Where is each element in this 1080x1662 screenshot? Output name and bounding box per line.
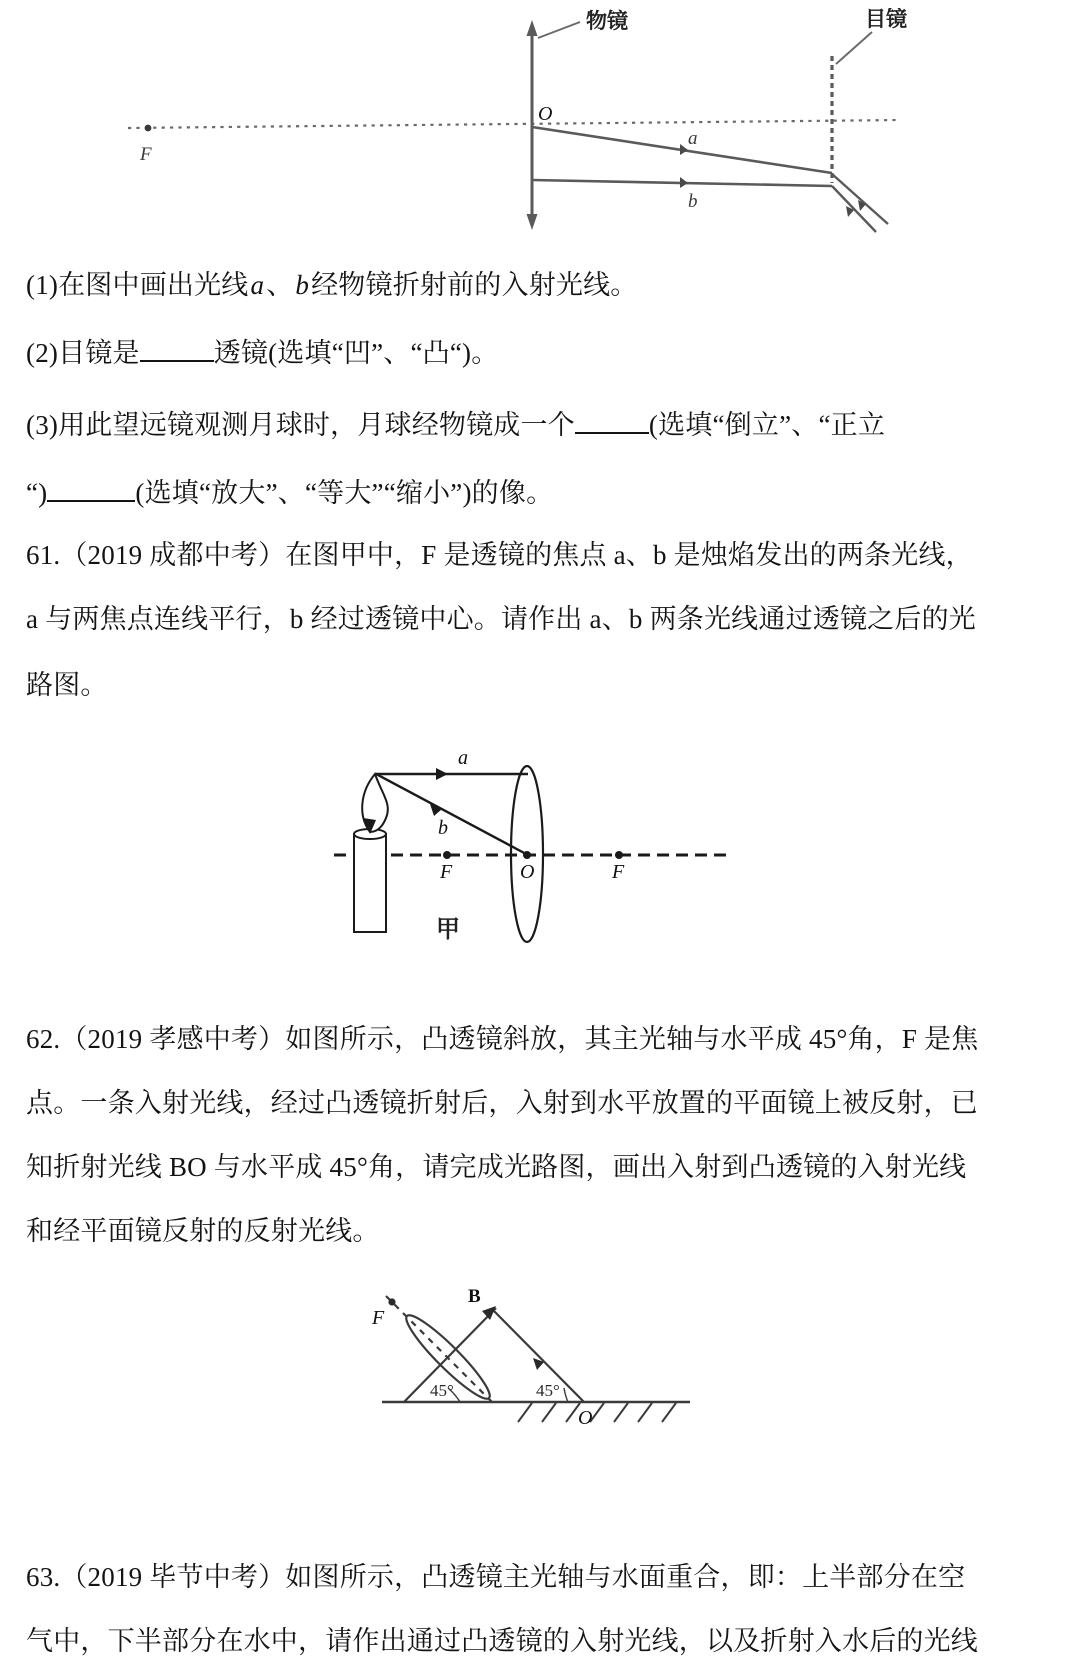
question-63-line-1: 63.（2019 毕节中考）如图所示，凸透镜主光轴与水面重合，即：上半部分在空	[26, 1562, 966, 1592]
tilted-lens-svg	[368, 1282, 698, 1447]
question-62-line-4: 和经平面镜反射的反射光线。	[26, 1216, 380, 1246]
figure2-optical-center-point	[523, 851, 531, 859]
figure2-focus-right-label: F	[612, 861, 625, 883]
question-62-line-2: 点。一条入射光线，经过凸透镜折射后，入射到水平放置的平面镜上被反射，已	[26, 1088, 978, 1118]
objective-leader-line	[538, 22, 580, 38]
q3-answer-blank-1[interactable]	[575, 432, 649, 434]
figure2-ray-a-arrow	[436, 768, 448, 780]
ray-a-label: a	[688, 128, 698, 149]
eyepiece-leader-line	[836, 32, 872, 64]
figure2-caption: 甲	[436, 916, 460, 943]
question-3-line-2	[26, 476, 553, 510]
figure2-focus-left-label: F	[440, 861, 453, 883]
figure2-focus-right-point	[615, 851, 623, 859]
q3b-text-before: “)	[26, 478, 48, 508]
ray-a-arrow	[680, 144, 688, 155]
candle-body	[354, 834, 386, 932]
q2-text-after: 透镜(选填“凹”、“凸“)。	[213, 338, 499, 368]
q1-italic-b: b	[295, 270, 310, 300]
q3-number: (3)	[26, 410, 59, 440]
q1-number: (1)	[26, 270, 59, 300]
question-63-line-2: 气中，下半部分在水中，请作出通过凸透镜的入射光线，以及折射入水后的光线	[26, 1626, 978, 1656]
question-3-line-1	[26, 408, 885, 442]
question-61-line-1: 61.（2019 成都中考）在图甲中，F 是透镜的焦点 a、b 是烛焰发出的两条光线，	[26, 540, 973, 570]
question-62-line-3: 知折射光线 BO 与水平成 45°角，请完成光路图，画出入射到凸透镜的入射光线	[26, 1152, 967, 1182]
q1-sep: 、	[266, 270, 294, 300]
question-1	[26, 268, 638, 302]
incident-ray-arrow	[482, 1306, 496, 1320]
q3-answer-blank-2[interactable]	[47, 500, 135, 502]
question-61-line-2: a 与两焦点连线平行，b 经过透镜中心。请作出 a、b 两条光线通过透镜之后的光	[26, 604, 976, 634]
q2-answer-blank[interactable]	[140, 360, 214, 362]
figure-telescope	[110, 8, 910, 240]
objective-label: 物镜	[586, 10, 628, 33]
candle-lens-svg	[330, 742, 730, 950]
question-61-line-3: 路图。	[26, 670, 108, 700]
figure2-caption-wrap	[432, 912, 492, 946]
figure2-center-label: O	[520, 861, 535, 883]
q2-number: (2)	[26, 338, 59, 368]
q3b-text-after: (选填“放大”、“等大”“缩小”)的像。	[135, 478, 554, 508]
figure2-ray-a-label: a	[458, 747, 468, 769]
q1-text-before: 在图中画出光线	[58, 270, 249, 300]
angle-arc-right	[564, 1388, 568, 1402]
objective-arrow-bottom	[527, 214, 538, 230]
figure3-focus-label: F	[372, 1307, 385, 1329]
figure1-center-label: O	[538, 103, 553, 125]
mirror-hatching	[518, 1403, 676, 1422]
q3-text-after: (选填“倒立”、“正立	[648, 410, 886, 440]
figure3-angle-left: 45°	[430, 1381, 454, 1400]
figure3-point-b-label: B	[468, 1286, 481, 1307]
figure2-focus-left-point	[443, 851, 451, 859]
telescope-svg	[110, 8, 910, 240]
focus-point-F	[145, 125, 152, 132]
ray-b-label: b	[688, 191, 698, 212]
q1-italic-a: a	[250, 270, 265, 300]
eyepiece-label: 目镜	[865, 8, 907, 31]
figure-tilted-lens-mirror	[368, 1282, 698, 1447]
q1-text-after: 经物镜折射前的入射光线。	[311, 270, 638, 300]
objective-arrow-top	[527, 20, 538, 36]
figure-candle-lens	[330, 742, 730, 950]
figure3-point-o-label: O	[578, 1407, 593, 1429]
question-62-line-1: 62.（2019 孝感中考）如图所示，凸透镜斜放，其主光轴与水平成 45°角，F 是焦	[26, 1024, 979, 1054]
figure2-ray-b-label: b	[438, 817, 448, 839]
principal-axis	[128, 120, 900, 128]
q2-text-before: 目镜是	[58, 338, 140, 368]
figure3-focus-point	[388, 1298, 395, 1305]
figure3-angle-right: 45°	[536, 1381, 560, 1400]
q3-text-before: 用此望远镜观测月球时，月球经物镜成一个	[58, 410, 575, 440]
figure2-ray-b	[376, 774, 528, 855]
ray-b-arrow	[680, 177, 688, 188]
question-2	[26, 336, 498, 370]
figure1-focus-label: F	[140, 144, 152, 165]
